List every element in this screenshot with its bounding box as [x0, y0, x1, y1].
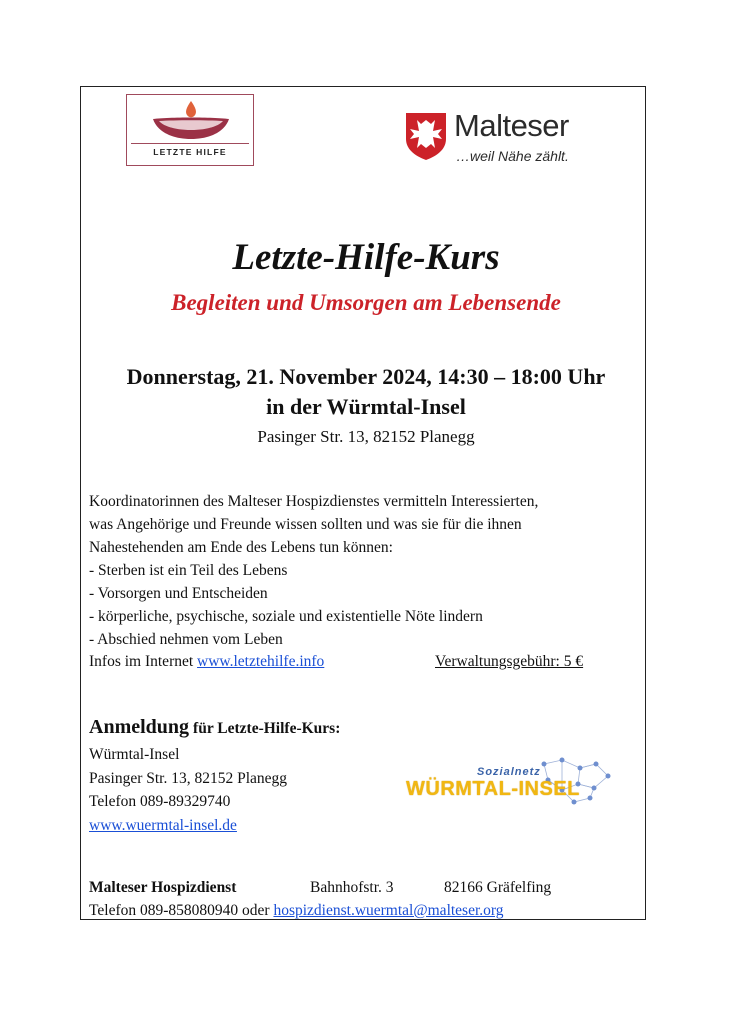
- registration-line: Pasinger Str. 13, 82152 Planegg: [89, 769, 288, 787]
- registration-phone: Telefon 089-89329740: [89, 793, 231, 810]
- sozialnetz-label: Sozialnetz: [477, 766, 541, 778]
- footer-org: Malteser Hospizdienst: [89, 879, 237, 896]
- description-line: was Angehörige und Freunde wissen sollten und was sie für die ihnen: [89, 516, 522, 533]
- footer-email-link[interactable]: hospizdienst.wuermtal@malteser.org: [273, 902, 504, 919]
- fee-label: Verwaltungsgebühr: 5 €: [435, 653, 584, 670]
- topic-item: - Abschied nehmen vom Leben: [89, 631, 283, 648]
- course-subtitle: Begleiten und Umsorgen am Lebensende: [171, 290, 561, 315]
- malteser-brand-name: Malteser: [454, 108, 569, 143]
- sozialnetz-logo: [404, 754, 614, 814]
- wuermtal-insel-link[interactable]: www.wuermtal-insel.de: [89, 816, 237, 834]
- registration-heading-main: Anmeldung: [89, 716, 190, 738]
- registration-contact: [89, 743, 287, 837]
- letzte-hilfe-logo: [126, 94, 254, 166]
- footer-city: 82166 Gräfelfing: [444, 879, 552, 896]
- footer-street: Bahnhofstr. 3: [310, 879, 394, 896]
- course-venue: in der Würmtal-Insel: [266, 394, 466, 419]
- logo-divider: [131, 143, 249, 144]
- topic-list: [89, 559, 649, 651]
- topic-item: - körperliche, psychische, soziale und existentielle Nöte lindern: [89, 608, 483, 625]
- registration-heading: [89, 716, 340, 739]
- description-line: Nahestehenden am Ende des Lebens tun können:: [89, 539, 393, 556]
- letztehilfe-link[interactable]: www.letztehilfe.info: [197, 653, 325, 670]
- info-label: Infos im Internet: [89, 653, 194, 670]
- topic-item: - Sterben ist ein Teil des Lebens: [89, 562, 288, 579]
- info-row: [89, 653, 629, 671]
- registration-line: Würmtal-Insel: [89, 746, 180, 763]
- maltese-cross-shield-icon: [404, 111, 448, 161]
- registration-heading-sub: für Letzte-Hilfe-Kurs:: [193, 720, 341, 737]
- malteser-slogan: …weil Nähe zählt.: [456, 148, 569, 164]
- course-date: Donnerstag, 21. November 2024, 14:30 – 18:00 Uhr: [126, 364, 606, 389]
- venue-address: Pasinger Str. 13, 82152 Planegg: [257, 427, 475, 446]
- course-description: [89, 490, 649, 651]
- footer-phone: Telefon 089-858080940 oder: [89, 902, 270, 919]
- letzte-hilfe-logo-text: LETZTE HILFE: [153, 147, 227, 157]
- course-title: Letzte-Hilfe-Kurs: [232, 237, 500, 278]
- wuermtal-insel-wordmark: WÜRMTAL-INSEL: [406, 778, 580, 800]
- topic-item: - Vorsorgen und Entscheiden: [89, 585, 268, 602]
- footer-contact: [89, 876, 639, 922]
- description-line: Koordinatorinnen des Malteser Hospizdienstes vermitteln Interessierten,: [89, 493, 539, 510]
- bowl-flame-icon: [149, 99, 233, 145]
- malteser-logo: [404, 108, 614, 178]
